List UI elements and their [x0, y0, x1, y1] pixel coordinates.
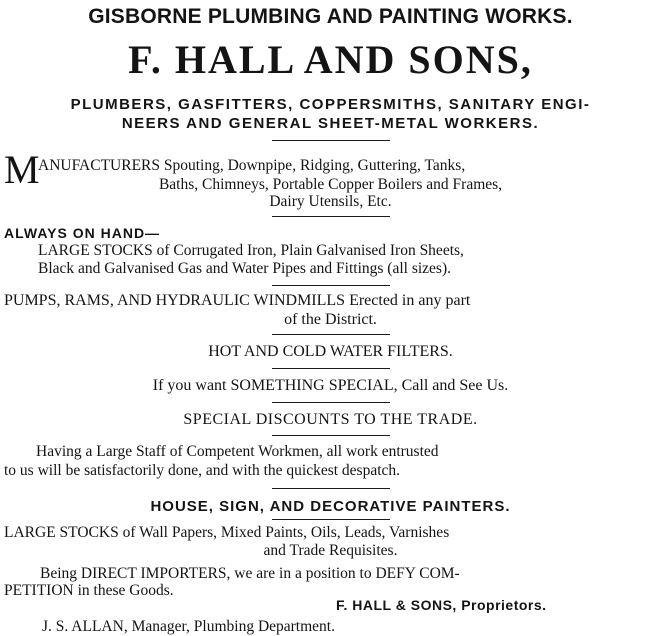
manufacturers-line-3: Dairy Utensils, Etc.	[269, 193, 392, 210]
top-title: GISBORNE PLUMBING AND PAINTING WORKS.	[88, 5, 573, 28]
importers-line-2: PETITION in these Goods.	[4, 582, 174, 599]
manufacturers-line-1: ANUFACTURERS Spouting, Downpipe, Ridging, Guttering, Tanks,	[38, 157, 466, 174]
divider	[272, 519, 390, 520]
filters-line: HOT AND COLD WATER FILTERS.	[208, 343, 453, 360]
importers-line-1: Being DIRECT IMPORTERS, we are in a position to DEFY COM-	[40, 565, 460, 582]
pumps-line-1: PUMPS, RAMS, AND HYDRAULIC WINDMILLS Erected in any part	[4, 292, 471, 309]
trades-line-2: NEERS AND GENERAL SHEET-METAL WORKERS.	[121, 115, 540, 132]
wallpapers-line-1: LARGE STOCKS of Wall Papers, Mixed Paints, Oils, Leads, Varnishes	[4, 524, 450, 541]
divider	[272, 334, 390, 335]
divider	[272, 216, 390, 217]
staff-line-2: to us will be satisfactorily done, and with the quickest despatch.	[4, 462, 401, 479]
firm-name: F. HALL AND SONS,	[128, 37, 533, 82]
drop-cap: M	[4, 147, 40, 192]
always-line-1: LARGE STOCKS of Corrugated Iron, Plain Galvanised Iron Sheets,	[38, 242, 464, 259]
always-line-2: Black and Galvanised Gas and Water Pipes and Fittings (all sizes).	[38, 260, 451, 277]
manager-line: J. S. ALLAN, Manager, Plumbing Department.	[42, 618, 335, 635]
manufacturers-line-2: Baths, Chimneys, Portable Copper Boilers and Frames,	[158, 176, 503, 193]
divider	[272, 488, 390, 489]
divider	[272, 285, 390, 286]
divider	[272, 435, 390, 436]
trades-line-1: PLUMBERS, GASFITTERS, COPPERSMITHS, SANITARY ENGI-	[70, 96, 591, 113]
always-heading: ALWAYS ON HAND—	[4, 225, 161, 241]
proprietors-line: F. HALL & SONS, Proprietors.	[336, 597, 547, 613]
painters-line: HOUSE, SIGN, AND DECORATIVE PAINTERS.	[150, 498, 511, 515]
wallpapers-line-2: and Trade Requisites.	[263, 542, 398, 559]
discounts-line: SPECIAL DISCOUNTS TO THE TRADE.	[183, 411, 478, 428]
divider	[272, 368, 390, 369]
divider	[272, 140, 390, 141]
pumps-line-2: of the District.	[284, 311, 377, 328]
special-line: If you want SOMETHING SPECIAL, Call and See Us.	[152, 377, 509, 394]
staff-line-1: Having a Large Staff of Competent Workmen, all work entrusted	[36, 443, 439, 460]
divider	[272, 402, 390, 403]
